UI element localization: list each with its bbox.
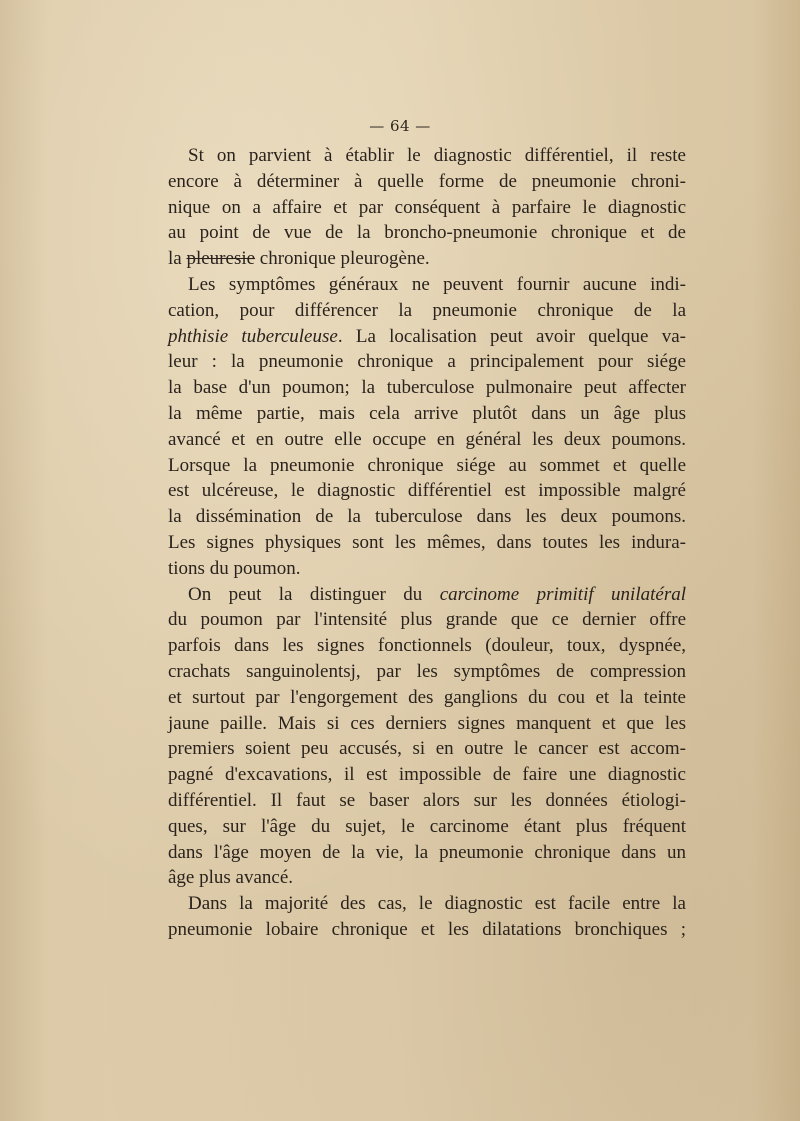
text-line <box>168 582 686 608</box>
text-span: On peut la distinguer du <box>188 583 440 605</box>
struck-word: pleuresie <box>186 248 256 270</box>
text-line: St on parvient à établir le diagnostic différentiel, il reste <box>188 145 686 166</box>
text-line: la base d'un poumon; la tuberculose pulmonaire peut affecter <box>168 377 686 399</box>
text-line: la dissémination de la tuberculose dans les deux poumons. <box>168 506 686 528</box>
text-line: crachats sanguinolentsj, par les symptômes de compression <box>168 660 686 682</box>
text-line: pneumonie lobaire chronique et les dilatations bronchiques ; <box>168 918 686 940</box>
text-line: parfois dans les signes fonctionnels (douleur, toux, dyspnée, <box>168 635 686 657</box>
text-line: encore à déterminer à quelle forme de pneumonie chroni- <box>168 170 686 192</box>
text-span: chronique pleurogène. <box>255 248 430 270</box>
italic-phrase: phthisie tuberculeuse <box>168 325 338 347</box>
text-line: cation, pour différencer la pneumonie chronique de la <box>168 299 686 321</box>
text-line: âge plus avancé. <box>168 867 294 889</box>
text-line: Lorsque la pneumonie chronique siége au sommet et quelle <box>168 454 686 476</box>
text-line <box>168 324 686 350</box>
page-number: — 64 — <box>369 117 431 135</box>
text-line: dans l'âge moyen de la vie, la pneumonie chronique dans un <box>168 841 686 863</box>
text-line: jaune paille. Mais si ces derniers signes manquent et que les <box>168 712 686 734</box>
text-line: Les signes physiques sont les mêmes, dans toutes les indura- <box>168 531 686 553</box>
text-line: Les symptômes généraux ne peuvent fournir aucune indi- <box>188 273 686 295</box>
text-span: . La localisation peut avoir quelque va- <box>337 325 686 347</box>
text-line: Dans la majorité des cas, le diagnostic est facile entre la <box>188 893 686 915</box>
text-line: et surtout par l'engorgement des ganglions du cou et la teinte <box>168 686 686 708</box>
text-line: est ulcéreuse, le diagnostic différentiel est impossible malgré <box>168 480 686 502</box>
text-line <box>168 246 686 272</box>
body-text <box>168 143 686 943</box>
text-line: au point de vue de la broncho-pneumonie chronique et de <box>168 222 686 244</box>
text-line: pagné d'excavations, il est impossible de faire une diagnostic <box>168 764 686 786</box>
text-line: différentiel. Il faut se baser alors sur les données étiologi- <box>168 789 686 811</box>
text-line: tions du poumon. <box>168 557 301 579</box>
text-line: ques, sur l'âge du sujet, le carcinome étant plus fréquent <box>168 815 686 837</box>
text-line: avancé et en outre elle occupe en général les deux poumons. <box>168 428 686 450</box>
text-line: leur : la pneumonie chronique a principalement pour siége <box>168 351 686 373</box>
text-span: la <box>168 248 187 270</box>
text-line: du poumon par l'intensité plus grande que ce dernier offre <box>168 609 686 631</box>
italic-phrase: carcinome primitif unilatéral <box>439 583 686 605</box>
text-line: nique on a affaire et par conséquent à parfaire le diagnostic <box>168 196 686 218</box>
text-line: la même partie, mais cela arrive plutôt dans un âge plus <box>168 402 686 424</box>
text-line: premiers soient peu accusés, si en outre le cancer est accom- <box>168 738 686 760</box>
